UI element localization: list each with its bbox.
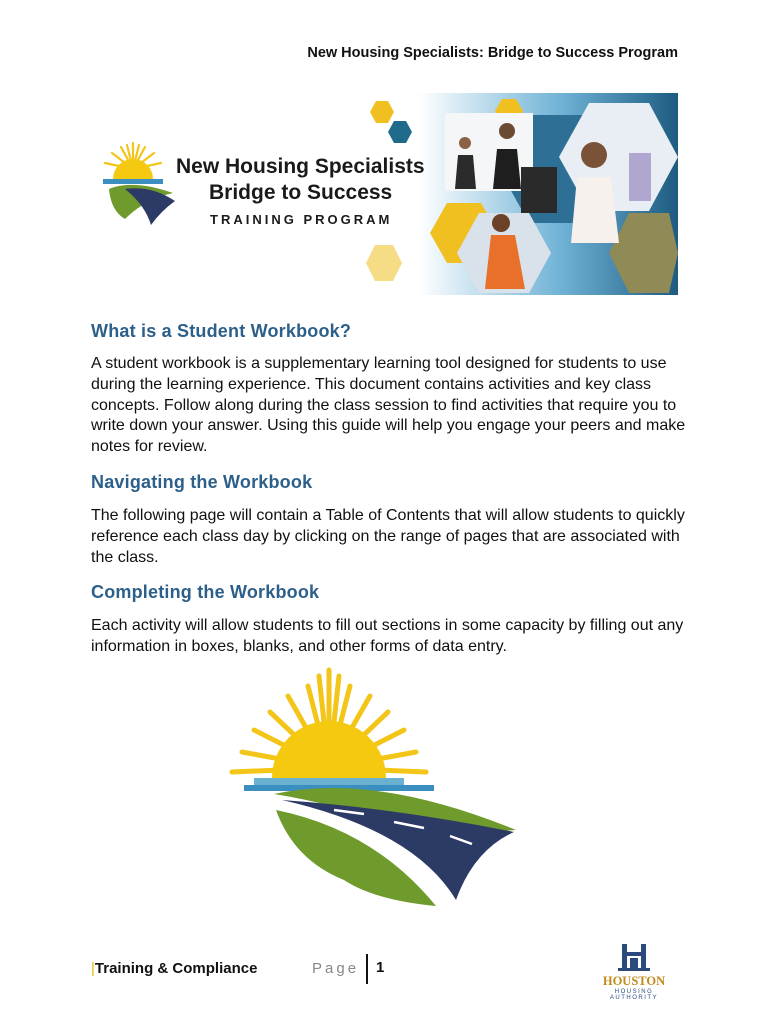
section-heading: Navigating the Workbook <box>91 472 313 492</box>
footer-page-number: 1 <box>376 959 385 976</box>
water-line <box>254 778 404 785</box>
binder-shape <box>629 153 651 201</box>
running-header: New Housing Specialists: Bridge to Success Program <box>307 45 678 61</box>
banner-title-line3: TRAINING PROGRAM <box>210 212 393 227</box>
section-body: Each activity will allow students to fill out sections in some capacity by filling out any information in boxes, blanks, and other forms of data entry. <box>91 617 684 655</box>
person-head <box>459 137 471 149</box>
houston-housing-authority-logo <box>592 940 676 1000</box>
person-body <box>571 177 619 243</box>
person-head <box>581 142 607 168</box>
footer-department-label: Training & Compliance <box>94 960 258 977</box>
section-body: The following page will contain a Table of Contents that will allow students to quickly reference each class day by clicking on the range of pages that are associated with the class. <box>91 507 685 566</box>
footer-department <box>91 960 257 977</box>
section-heading: What is a Student Workbook? <box>91 321 352 341</box>
footer-accent-bar: | <box>91 960 95 977</box>
person-head <box>492 214 510 232</box>
footer-page-label: Page <box>312 960 360 977</box>
org-subtitle: HOUSING AUTHORITY <box>609 989 659 1001</box>
banner-title-block <box>89 93 429 295</box>
org-name: HOUSTON <box>602 974 666 988</box>
section-body: A student workbook is a supplementary learning tool designed for students to use during the learning experience. This document contains activities and key class concepts. Follow along during the class session to find activities that require you to write down your answer. Using this guide will help you engage your peers and make notes for review. <box>91 355 686 456</box>
bridge-to-success-logo <box>224 660 526 916</box>
banner-title-line1: New Housing Specialists <box>176 155 425 178</box>
section-heading: Completing the Workbook <box>91 582 320 602</box>
footer-page-divider <box>366 954 368 984</box>
program-banner <box>89 93 678 295</box>
banner-title-line2: Bridge to Success <box>209 181 393 204</box>
person-body <box>493 149 521 189</box>
building-icon <box>592 940 676 974</box>
monitor-shape <box>521 167 557 213</box>
person-body <box>455 155 476 189</box>
person-head <box>499 123 515 139</box>
